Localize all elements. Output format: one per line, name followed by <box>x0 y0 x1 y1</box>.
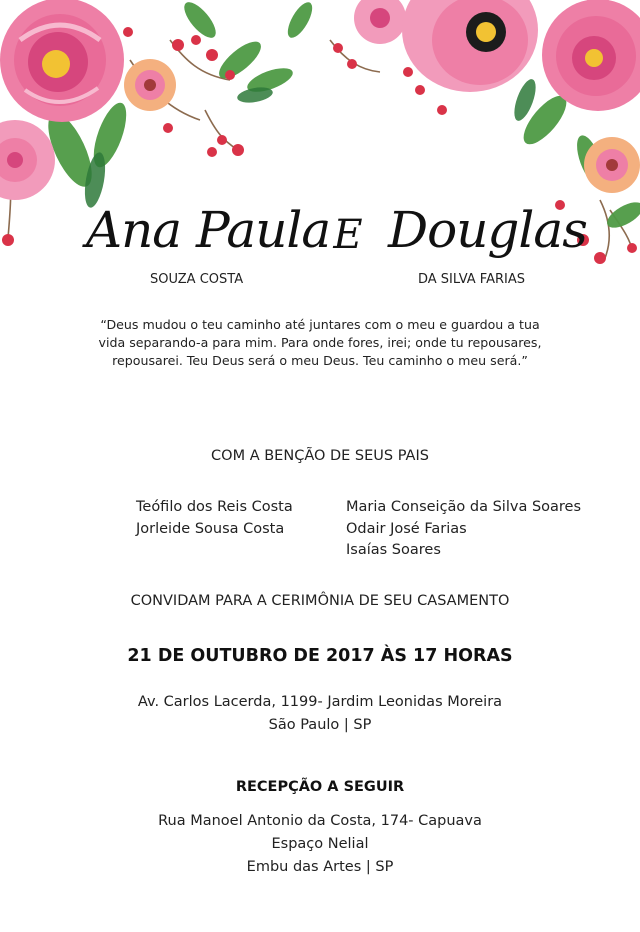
bride-name: Ana Paula <box>86 201 331 259</box>
verse-line: vida separando-a para mim. Para onde fores, irei; onde tu repousares, <box>98 335 542 350</box>
ceremony-datetime: 21 DE OUTUBRO DE 2017 ÀS 17 HORAS <box>127 646 513 666</box>
address-line: Rua Manoel Antonio da Costa, 174- Capuava <box>158 813 482 829</box>
parent-name: Jorleide Sousa Costa <box>136 520 285 537</box>
verse-line: “Deus mudou o teu caminho até juntares com o meu e guardou a tua <box>100 317 540 332</box>
parent-name: Teófilo dos Reis Costa <box>136 499 293 515</box>
address-line: Embu das Artes | SP <box>246 859 394 875</box>
bride-surname: SOUZA COSTA <box>150 272 244 287</box>
parent-name: Maria Conseição da Silva Soares <box>346 499 582 515</box>
ampersand: E <box>333 212 363 258</box>
invite-heading: CONVIDAM PARA A CERIMÔNIA DE SEU CASAMENTO <box>130 593 510 609</box>
address-line: Espaço Nelial <box>271 836 369 852</box>
parent-name: Odair José Farias <box>346 520 467 537</box>
address-line: Av. Carlos Lacerda, 1199- Jardim Leonidas Moreira <box>137 694 503 710</box>
parent-name: Isaías Soares <box>346 542 441 558</box>
blessing-heading: COM A BENÇÃO DE SEUS PAIS <box>211 448 429 464</box>
bride-parents <box>136 497 293 540</box>
groom-name: Douglas <box>388 201 587 259</box>
address-line: São Paulo | SP <box>268 717 372 733</box>
verse-line: repousarei. Teu Deus será o meu Deus. Teu caminho o meu será.” <box>112 353 528 368</box>
bible-verse <box>90 316 550 370</box>
ceremony-address <box>0 691 640 737</box>
reception-address <box>0 810 640 879</box>
groom-surname: DA SILVA FARIAS <box>418 272 525 287</box>
groom-parents <box>346 497 581 562</box>
reception-heading: RECEPÇÃO A SEGUIR <box>235 779 405 795</box>
